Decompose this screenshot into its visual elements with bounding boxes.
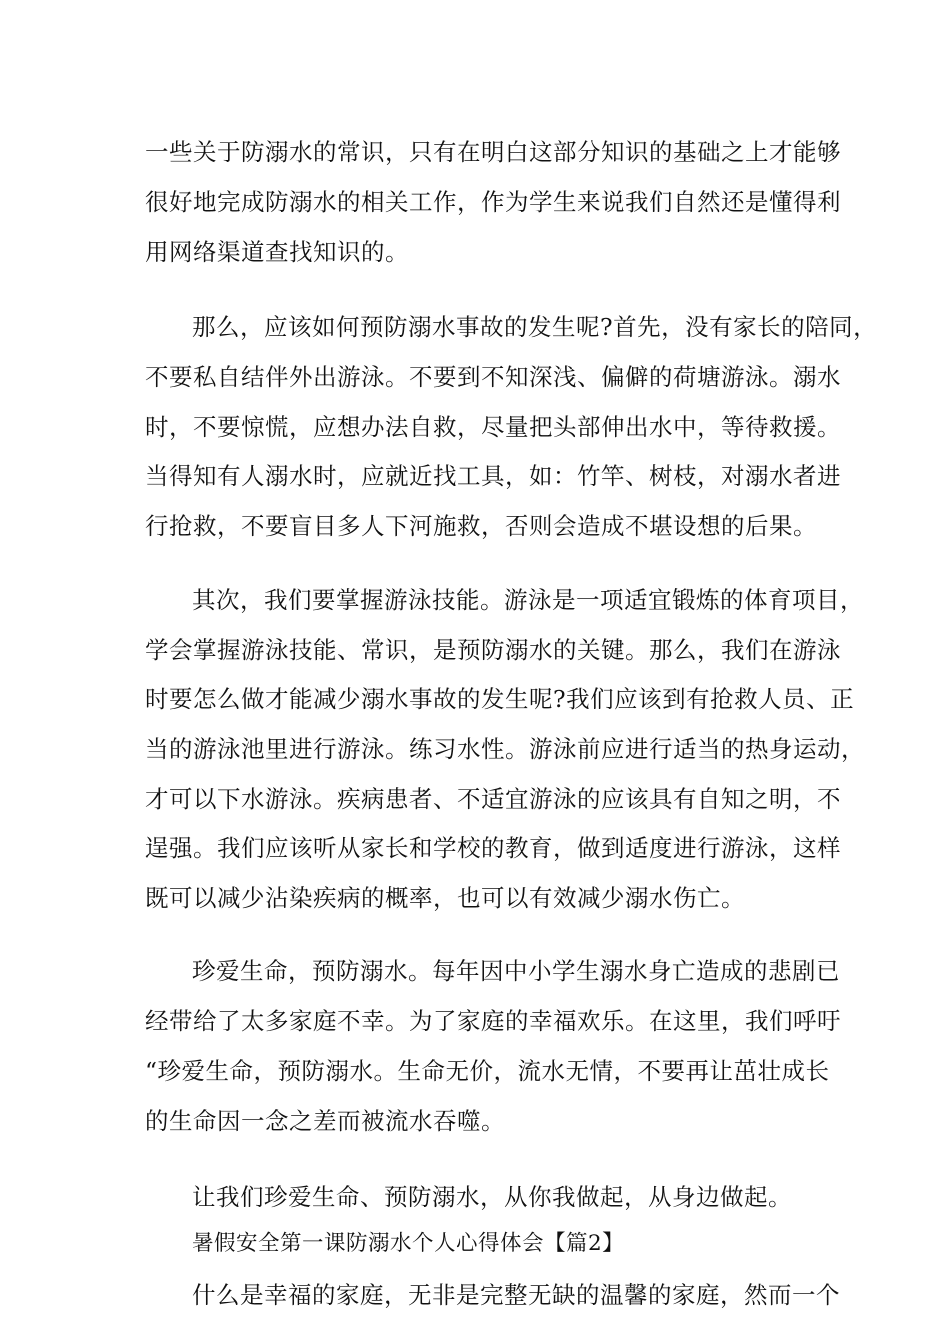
paragraph-line: 很好地完成防溺水的相关工作，作为学生来说我们自然还是懂得利	[145, 188, 841, 216]
paragraph-line: 一些关于防溺水的常识，只有在明白这部分知识的基础之上才能够	[145, 138, 841, 166]
paragraph-line: 用网络渠道查找知识的。	[145, 238, 409, 266]
paragraph-line: 学会掌握游泳技能、常识，是预防溺水的关键。那么，我们在游泳	[145, 636, 841, 664]
paragraph-line: 既可以减少沾染疾病的概率，也可以有效减少溺水伤亡。	[145, 884, 745, 912]
paragraph-line: 时，不要惊慌，应想办法自救，尽量把头部伸出水中，等待救援。	[145, 413, 841, 441]
section-heading: 暑假安全第一课防溺水个人心得体会【篇2】	[192, 1231, 625, 1256]
paragraph-line: 什么是幸福的家庭，无非是完整无缺的温馨的家庭，然而一个	[192, 1281, 840, 1309]
paragraph-line: 让我们珍爱生命、预防溺水，从你我做起，从身边做起。	[192, 1183, 792, 1211]
paragraph-line: 时要怎么做才能减少溺水事故的发生呢?我们应该到有抢救人员、正	[145, 685, 855, 713]
paragraph-line: 逞强。我们应该听从家长和学校的教育，做到适度进行游泳，这样	[145, 834, 841, 862]
paragraph-line: 才可以下水游泳。疾病患者、不适宜游泳的应该具有自知之明，不	[145, 785, 841, 813]
paragraph-line: 经带给了太多家庭不幸。为了家庭的幸福欢乐。在这里，我们呼吁	[145, 1007, 841, 1035]
paragraph-line: 当得知有人溺水时，应就近找工具，如：竹竿、树枝，对溺水者进	[145, 462, 841, 490]
paragraph-line: 行抢救，不要盲目多人下河施救，否则会造成不堪设想的后果。	[145, 512, 817, 540]
paragraph-line: 的生命因一念之差而被流水吞噬。	[145, 1107, 505, 1135]
paragraph-line: 珍爱生命，预防溺水。每年因中小学生溺水身亡造成的悲剧已	[192, 957, 840, 985]
paragraph-line: 那么，应该如何预防溺水事故的发生呢?首先，没有家长的陪同，	[192, 313, 878, 341]
paragraph-line: 当的游泳池里进行游泳。练习水性。游泳前应进行适当的热身运动，	[145, 735, 865, 763]
paragraph-line: 其次，我们要掌握游泳技能。游泳是一项适宜锻炼的体育项目，	[192, 586, 864, 614]
paragraph-line: 不要私自结伴外出游泳。不要到不知深浅、偏僻的荷塘游泳。溺水	[145, 363, 841, 391]
paragraph-line: “珍爱生命，预防溺水。生命无价，流水无情，不要再让茁壮成长	[145, 1057, 830, 1085]
